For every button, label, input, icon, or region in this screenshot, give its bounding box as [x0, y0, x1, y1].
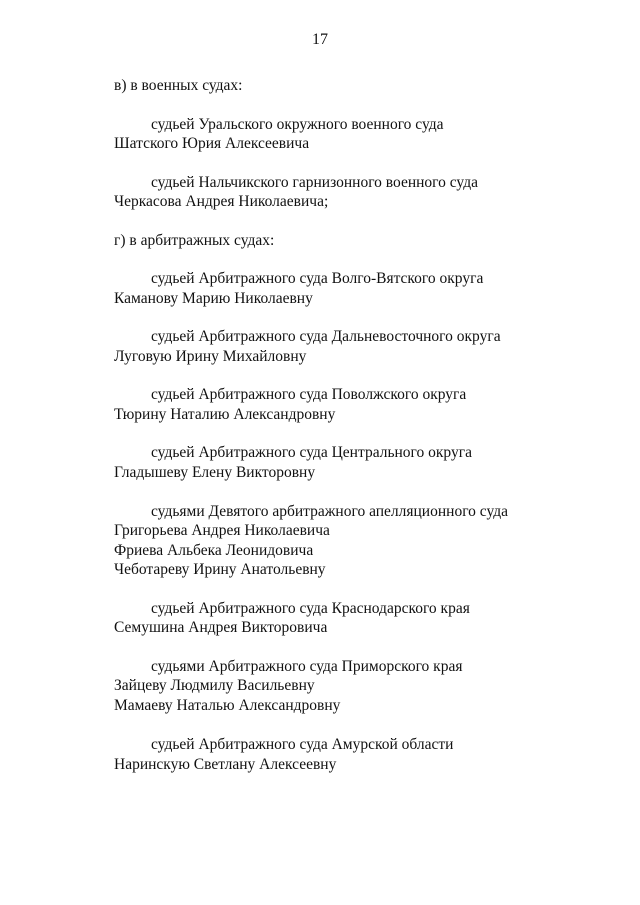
entry-position: судьями Девятого арбитражного апелляционного суда: [151, 503, 509, 520]
entry-name: Наринскую Светлану Алексеевну: [114, 756, 337, 773]
entry-position: судьей Арбитражного суда Амурской области: [151, 736, 454, 753]
entry-position: судьей Арбитражного суда Краснодарского края: [151, 600, 470, 617]
entry-name: Зайцеву Людмилу Васильевну: [114, 677, 315, 694]
entry-position: судьей Арбитражного суда Дальневосточного округа: [151, 328, 501, 345]
entry-name: Чеботареву Ирину Анатольевну: [114, 561, 326, 578]
section-heading-military: в) в военных судах:: [114, 77, 243, 94]
entry-name: Черкасова Андрея Николаевича;: [114, 193, 329, 210]
section-heading-arbitration: г) в арбитражных судах:: [114, 232, 275, 249]
entry-position: судьей Нальчикского гарнизонного военного суда: [151, 174, 478, 191]
entry-name: Фриева Альбека Леонидовича: [114, 542, 314, 559]
entry-position: судьей Арбитражного суда Центрального округа: [151, 444, 472, 461]
entry-position: судьей Арбитражного суда Волго-Вятского округа: [151, 270, 484, 287]
entry-name: Семушина Андрея Викторовича: [114, 619, 328, 636]
entry-name: Каманову Марию Николаевну: [114, 290, 313, 307]
page-number: 17: [312, 31, 328, 48]
entry-position: судьей Уральского окружного военного суда: [151, 116, 444, 133]
entry-name: Шатского Юрия Алексеевича: [114, 135, 310, 152]
entry-name: Мамаеву Наталью Александровну: [114, 697, 341, 714]
entry-position: судьей Арбитражного суда Поволжского округа: [151, 386, 467, 403]
entry-name: Гладышеву Елену Викторовну: [114, 464, 316, 481]
entry-position: судьями Арбитражного суда Приморского края: [151, 658, 463, 675]
entry-name: Луговую Ирину Михайловну: [114, 348, 307, 365]
entry-name: Григорьева Андрея Николаевича: [114, 522, 330, 539]
entry-name: Тюрину Наталию Александровну: [114, 406, 336, 423]
